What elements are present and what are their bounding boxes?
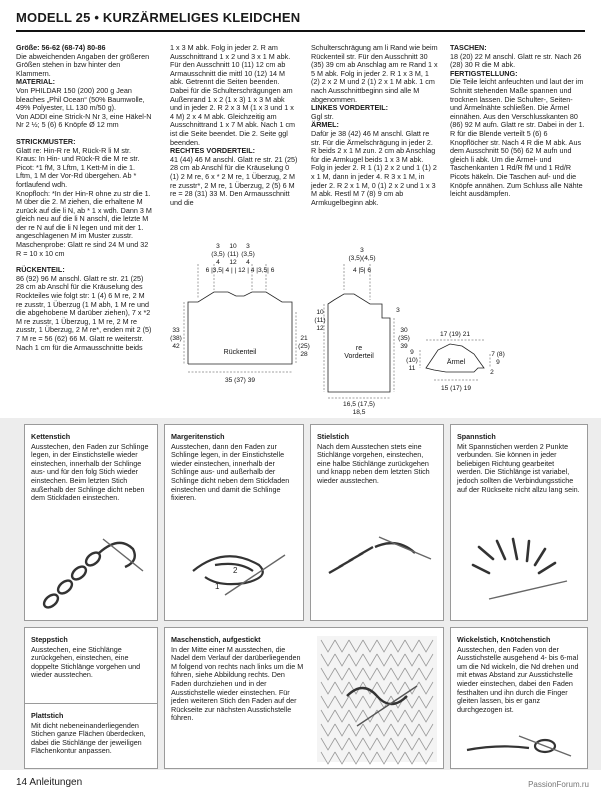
panel-text: Nach dem Ausstechen stets eine Stichlänge vorgehen, einstechen, eine halbe Stichlänge zurückgehen und knapp neben dem letzten Stich wieder ausstechen. — [317, 441, 430, 485]
label-front-line1: re — [355, 345, 363, 352]
dim-sleeve-right-2: 9 — [496, 359, 500, 366]
dim-back-top2-r: (3,5) — [241, 251, 255, 258]
panel-text: Ausstechen, dann den Faden zur Schlinge legen, in der Einstichstelle wieder einstechen, innerhalb der Schlinge aus- und außerhalb der Schlinge dicht neben dem Stickfaden einstechen und damit die Schlinge fixieren. — [171, 441, 290, 503]
lazy-daisy-illustration — [175, 525, 293, 613]
panel-title: Steppstich — [31, 635, 68, 644]
panel-title: Stielstich — [317, 432, 349, 441]
stem-stitch-illustration — [319, 513, 437, 613]
paragraph: Maschenprobe: Glatt re sind 24 M und 32 R = 10 x 10 cm — [16, 240, 149, 258]
dim-sleeve-left-1: 9 — [410, 349, 414, 356]
dim-back-left-3: 42 — [172, 343, 180, 350]
paragraph: 86 (92) 96 M anschl. Glatt re str. 21 (25) 28 cm ab Anschl für die Kräuselung des Rockteiles wie folgt str: 1 (4) 6 M re, 2 M re zusstr, 1 Überzug (1 M abh, 1 M re und die abgehobene M darüber ziehen), 7 x *2 M re zusstr, 1 Überzug, 1 M re, 2 M re zusstr, 1 Überzug, 2 M re*, enden mit 2 (5) 7 M re = 56 (62) 66 M. Glatt re weiterstr. Nach 1 cm für die Armausschnitte beids — [16, 273, 152, 352]
column-3 — [311, 44, 439, 207]
dim-back-left-1: 33 — [172, 327, 180, 334]
dim-back-top3-l: 4 — [216, 259, 220, 266]
duplicate-stitch-illustration — [317, 636, 437, 762]
panel-plattstich — [24, 703, 158, 769]
panel-title: Margeritenstich — [171, 432, 225, 441]
panel-title: Maschenstich, aufgestickt — [171, 635, 261, 644]
paragraph: Schulterschrägung am li Rand wie beim Rückenteil str. Für den Ausschnitt 30 (35) 39 cm ab Anschlag am re Rand 1 x 5 M abk. Folg in jeder 2. R 1 x 3 M, 1 (2) 2 x 2 M und 2 (1) 2 x 1 M abk. 1 cm nach Ausschnittbeginn sind alle M abgenommen. — [311, 43, 438, 104]
dim-sleeve-left-3: 11 — [408, 365, 416, 372]
step-label-1: 1 — [215, 582, 220, 591]
paragraph: Ggl str. — [311, 111, 334, 121]
dim-front-top-1: 3 — [360, 247, 364, 254]
panel-kettenstich — [24, 424, 158, 621]
dim-sleeve-bottom: 15 (17) 19 — [440, 385, 472, 392]
paragraph: Dafür je 38 (42) 46 M anschl. Glatt re str. Für die Ärmelschrägung in jeder 2. R beids 2 x 1 M zun. 2 cm ab Anschlag für die Armkugel beids 1 x 3 M abk. Folg in jeder 2. R 1 (1) 2 x 2 und 1 (1) 2 x 1 M, dann in jeder 4. R 3 x 1 M, in jeder 2. R 2 x 1 M, 0 (1) 2 x 2 und 1 x 3 M abk. Restl M 7 (8) 9 cm ab Armkugelbeginn abk. — [311, 128, 437, 207]
page-title: MODELL 25 • KURZÄRMELIGES KLEIDCHEN — [16, 10, 301, 25]
dim-front-bottom2: 18,5 — [352, 409, 366, 416]
dim-back-top-mid: 10 — [229, 243, 237, 250]
panel-stielstich — [310, 424, 444, 621]
panel-title: Wickelstich, Knötchenstich — [457, 635, 551, 644]
section-heading: RÜCKENTEIL: — [16, 265, 65, 275]
dim-front-small: 3 — [396, 307, 400, 314]
panel-text: Ausstechen, eine Stichlänge zurückgehen, einstechen, eine doppelte Stichlänge vorgehen und wieder ausstechen. — [31, 644, 141, 680]
section-heading: FERTIGSTELLUNG: — [450, 68, 518, 78]
panel-steppstich — [24, 627, 158, 711]
dim-back-top2-m: (11) — [227, 251, 239, 258]
panel-title: Spannstich — [457, 432, 496, 441]
dim-sleeve-left-2: (10) — [406, 357, 418, 364]
paragraph: Picot: *1 fM, 3 Lftm, 1 Kett-M in die 1. Lftm, 1 M der Vor-Rd übergehen. Ab * fortlaufend wdh. — [16, 162, 137, 189]
paragraph: Die abweichenden Angaben der größeren Größen stehen in bzw hinter den Klammern. — [16, 51, 150, 78]
watermark: PassionForum.ru — [528, 780, 589, 789]
paragraph: Von ADDI eine Strick-N Nr 3, eine Häkel-N Nr 2 ½; 5 (6) 6 Knöpfe Ø 12 mm — [16, 111, 152, 130]
dim-sleeve-right-3: 2 — [490, 369, 494, 376]
dim-back-right-1: 21 — [300, 335, 308, 342]
dim-back-top3-m: 12 — [229, 259, 237, 266]
dim-back-top: 3 — [216, 243, 220, 250]
page-footer: 14 Anleitungen — [16, 777, 83, 788]
dim-back-right-3: 28 — [300, 351, 308, 358]
section-heading: Größe: 56-62 (68-74) 80-86 — [16, 43, 106, 52]
section-heading: ÄRMEL: — [311, 120, 339, 130]
step-label-2: 2 — [233, 566, 238, 575]
column-1 — [16, 44, 152, 352]
paragraph: Kraus: In Hin- und Rück-R die M re str. — [16, 154, 140, 164]
panel-margeritenstich — [164, 424, 304, 621]
dim-front-right-1: 30 — [400, 327, 408, 334]
dim-back-bottom: 35 (37) 39 — [224, 377, 256, 384]
paragraph: 1 x 3 M abk. Folg in jeder 2. R am Ausschnittrand 1 x 2 und 3 x 1 M abk. Für den Ausschnitt 10 (11) 12 cm ab Armausschnitt die mittl 10 (12) 14 M abk. Getrennt die Seiten beenden. Dabei für die Schulterschrägungen am Außenrand 1 x 2 (1 x 3) 1 x 3 M abk und in jeder 2. R 2 x 3 M (1 x 3 und 1 x 4 M) 2 x 4 M abk. Gleichzeitig am Ausschnittrand 1 x 7 M abk. Nach 1 cm ist die Seite beendet. Die 2. Seite ggl beenden. — [170, 43, 296, 147]
label-back-piece: Rückenteil — [223, 349, 257, 356]
section-heading: LINKES VORDERTEIL: — [311, 103, 389, 113]
section-heading: STRICKMUSTER: — [16, 136, 76, 146]
dim-front-mid-1: 10 — [316, 309, 324, 316]
dim-back-top-right: 3 — [246, 243, 250, 250]
dim-back-top3-r: 4 — [246, 259, 250, 266]
panel-maschenstich — [164, 627, 444, 769]
dim-back-right-2: (25) — [298, 343, 310, 350]
dim-sleeve-top: 17 (19) 21 — [439, 331, 471, 338]
dim-back-left-2: (38) — [170, 335, 182, 342]
panel-text: Ausstechen, den Faden zur Schlinge legen, in der Einstichstelle wieder einstechen, innerhalb der Schlinge aus- und für den folg Stich wieder einstechen. Beim letzten Stich außerhalb der Schlinge dicht neben dem Stickfaden einstechen. — [31, 441, 149, 503]
panel-text: Mit dicht nebeneinanderliegenden Stichen ganze Flächen überdecken, dabei die Stichlänge der jeweiligen Flächenkontur anpassen. — [31, 720, 146, 756]
panel-text: Ausstechen, den Faden von der Ausstichstelle ausgehend 4- bis 6-mal um die Nd wickeln, die Nd drehen und mit etwas Abstand zur Ausstichstelle wieder einstechen, dabei den Faden festhalten und ihn durch die Finger gleiten lassen, bis er ganz durchgezogen ist. — [457, 644, 579, 714]
label-front-line2: Vorderteil — [344, 353, 374, 360]
paragraph: Knopfloch: *In der Hin-R ohne zu str die 1. M über die 2. M ziehen, die erhaltene M zurück auf die li N, ab * 1 x wdh. Dann 3 M gleich neu auf die li N anschl, die letzte M der re N auf die li N legen und mit der 1. angeschlagenen M im Muster zusstr. — [16, 188, 152, 241]
dim-back-top2-l: (3,5) — [211, 251, 225, 258]
dim-front-shoulder: (3,5)(4,5) — [348, 255, 376, 262]
panel-wickelstich — [450, 627, 588, 769]
dim-front-mid-2: (11) — [314, 317, 326, 324]
panel-title: Plattstich — [31, 711, 64, 720]
paragraph: 41 (44) 46 M anschl. Glatt re str. 21 (25) 28 cm ab Anschl für die Kräuselung 0 (1) 2 M re, 6 x * 2 M re, 1 Überzug, 2 M re zusstr*, 2 M re, 1 Überzug, 2 (5) 6 M re = 28 (31) 33 M. Den Armausschnitt und die — [170, 154, 298, 207]
chain-stitch-illustration — [33, 527, 151, 615]
label-front-piece — [344, 345, 374, 360]
column-4 — [450, 44, 585, 199]
dim-back-shoulder: 6 |3,5| 4 | | 12 | 4 |3,5| 6 — [205, 267, 275, 274]
dim-front-mid-3: 12 — [316, 325, 324, 332]
section-heading: TASCHEN: — [450, 43, 487, 52]
section-heading: RECHTES VORDERTEIL: — [170, 146, 256, 156]
straight-stitch-illustration — [459, 519, 579, 615]
paragraph: 18 (20) 22 M anschl. Glatt re str. Nach 26 (28) 30 R die M abk. — [450, 51, 582, 70]
label-sleeve: Ärmel — [446, 359, 466, 366]
dim-front-shoulder2: 4 |5| 6 — [352, 267, 372, 274]
paragraph: Die Teile leicht anfeuchten und laut der im Schnitt stehenden Maße spannen und trocknen lassen. Die Schulter-, Seiten- und Ärmelnähte schließen. Die Ärmel einnähen. Aus den Verschlusskanten 80 (86) 92 M aufn. Glatt re str. Dabei in der 1. R für die Blende verteilt 5 (6) 6 Knopflöcher str. Nach 4 R die M abk. Aus dem Ausschnitt 50 (56) 62 M aufn und gleich li abk. Um die Ärmel- und Taschenkanten 1 Rd/R fM und 1 Rd/R Picots häkeln. Die Taschen auf- und die Knöpfe annähen. Zum Schluss alle Nähte leicht ausdämpfen. — [450, 77, 585, 199]
section-heading: MATERIAL: — [16, 77, 55, 87]
dim-front-right-2: (35) — [398, 335, 410, 342]
panel-spannstich — [450, 424, 588, 621]
paragraph: Von PHILDAR 150 (200) 200 g Jean bleaches „Phil Ocean“ (50% Baumwolle, 49% Polyester, LL 130 m/50 g). — [16, 85, 145, 113]
page-header — [16, 8, 585, 32]
panel-title: Kettenstich — [31, 432, 71, 441]
paragraph: Glatt re: Hin-R re M, Rück-R li M str. — [16, 145, 132, 155]
dim-front-bottom: 16,5 (17,5) — [343, 401, 375, 408]
column-2 — [170, 44, 298, 207]
french-knot-illustration — [459, 720, 579, 764]
dim-front-right-3: 39 — [400, 343, 408, 350]
dim-sleeve-right-1: 7 (8) — [491, 351, 505, 358]
panel-text: In der Mitte einer M ausstechen, die Nadel dem Verlauf der darüberliegenden M folgend von rechts nach links um die M führen, siehe Abbildung rechts. Den Faden durchziehen und in der Ausstichstelle wieder einstechen. Für jeden weiteren Stich den Faden auf der Rückseite zur nächsten Ausstichstelle führen. — [171, 644, 304, 723]
panel-text: Mit Spannstichen werden 2 Punkte verbunden. Sie können in jeder beliebigen Richtung gearbeitet werden. Die Stichlänge ist variabel, jedoch sollten die Verbindungsstiche auf der Rückseite nicht allzu lang sein. — [457, 441, 580, 494]
pattern-schematic — [158, 242, 598, 416]
